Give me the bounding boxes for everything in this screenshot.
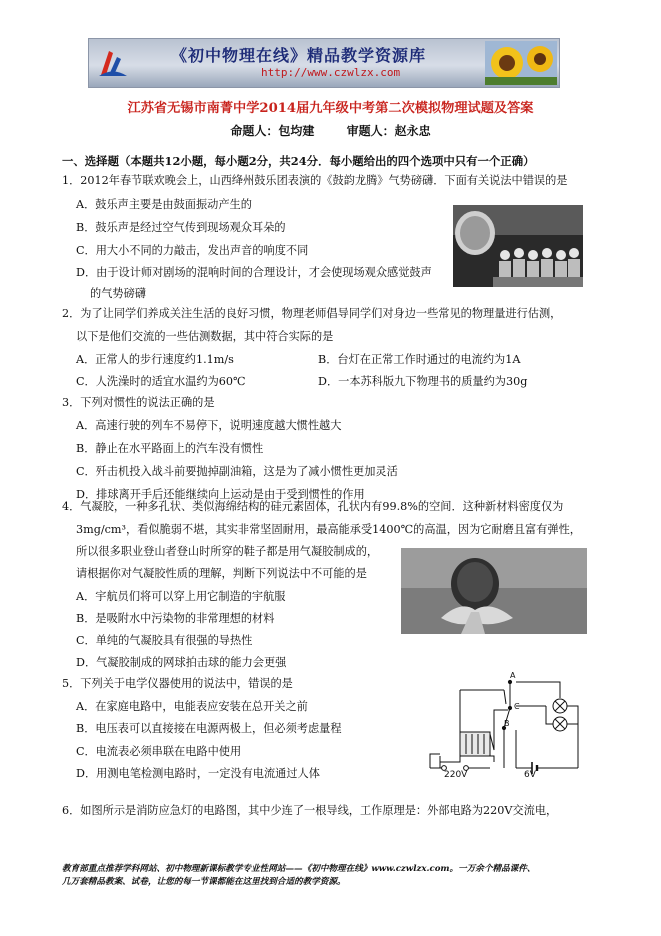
q5-option-c: C．电流表必须串联在电路中使用 [76, 745, 242, 758]
q4-option-d: D．气凝胶制成的网球拍击球的能力会更强 [76, 656, 287, 669]
page-footer [62, 863, 602, 889]
footer-line-2: 几万套精品教案、试卷，让您的每一节课都能在这里找到合适的教学资源。 [62, 877, 346, 887]
section-heading: 一、选择题（本题共12小题，每小题2分，共24分．每小题给出的四个选项中只有一个正确） [62, 154, 535, 168]
q3-stem: 3．下列对惯性的说法正确的是 [62, 396, 215, 409]
circuit-label-c: C [514, 702, 520, 711]
q5-option-d: D．用测电笔检测电路时，一定没有电流通过人体 [76, 767, 320, 780]
q1-option-c: C．用大小不同的力敲击，发出声音的响度不同 [76, 244, 309, 257]
reviewer-label: 审题人：赵永忠 [346, 124, 431, 138]
q1-option-b: B．鼓乐声是经过空气传到现场观众耳朵的 [76, 221, 286, 234]
q1-option-d: D．由于设计师对剧场的混响时间的合理设计，才会使现场观众感觉鼓声 [76, 266, 432, 279]
circuit-label-6v: 6V [524, 770, 536, 780]
q4-stem-line2: 3mg/cm³，看似脆弱不堪，其实非常坚固耐用，最高能承受1400℃的高温，因为它耐磨且富有弹性， [76, 523, 581, 536]
q4-option-a: A．宇航员们将可以穿上用它制造的宇航服 [76, 590, 286, 603]
q2-option-b: B．台灯在正常工作时通过的电流约为1A [318, 353, 521, 366]
drum-performance-photo [453, 205, 583, 287]
aerogel-flower-photo [401, 548, 587, 634]
q3-option-a: A．高速行驶的列车不易停下，说明速度越大惯性越大 [76, 419, 342, 432]
q5-option-b: B．电压表可以直接接在电源两极上，但必须考虑量程 [76, 722, 342, 735]
q6-stem: 6．如图所示是消防应急灯的电路图，其中少连了一根导线，工作原理是：外部电路为220V交流电， [62, 804, 558, 817]
footer-line-1: 教育部重点推荐学科网站、初中物理新课标教学专业性网站——《初中物理在线》www.czwlzx.com。一万余个精品课件、 [62, 864, 536, 874]
q4-stem-line3: 所以很多职业登山者登山时所穿的鞋子都是用气凝胶制成的， [76, 545, 379, 558]
sunflower-image [485, 41, 557, 85]
q4-stem-line1: 4．气凝胶，一种多孔状、类似海绵结构的硅元素固体，孔状内有99.8%的空间．这种新材料密度仅为 [62, 500, 564, 513]
q1-option-a: A．鼓乐声主要是由鼓面振动产生的 [76, 198, 252, 211]
circuit-label-b: B [504, 719, 510, 728]
q3-option-c: C．歼击机投入战斗前要抛掉副油箱，这是为了减小惯性更加灵活 [76, 465, 398, 478]
q2-stem-line2: 以下是他们交流的一些估测数据，其中符合实际的是 [76, 330, 334, 343]
authors-line [0, 122, 661, 139]
q4-stem-line4: 请根据你对气凝胶性质的理解，判断下列说法中不可能的是 [76, 567, 367, 580]
banner-slogan: 《初中物理在线》精品教学资源库 [171, 46, 427, 65]
header-banner [88, 38, 560, 88]
site-logo-icon [95, 45, 131, 81]
q4-option-b: B．是吸附水中污染物的非常理想的材料 [76, 612, 275, 625]
q5-stem: 5．下列关于电学仪器使用的说法中，错误的是 [62, 677, 293, 690]
circuit-label-a: A [510, 671, 516, 680]
setter-label: 命题人：包均建 [230, 124, 315, 138]
q2-option-d: D．一本苏科版九下物理书的质量约为30g [318, 375, 528, 388]
q1-option-d-cont: 的气势磅礴 [90, 287, 146, 300]
q1-stem: 1．2012年春节联欢晚会上，山西绛州鼓乐团表演的《鼓韵龙腾》气势磅礴．下面有关说法中错误的是 [62, 174, 568, 187]
q2-stem-line1: 2．为了让同学们养成关注生活的良好习惯，物理老师倡导同学们对身边一些常见的物理量进行估测， [62, 307, 562, 320]
circuit-label-220v: 220V [444, 770, 468, 780]
emergency-light-circuit-diagram [420, 670, 586, 780]
document-title: 江苏省无锡市南菁中学2014届九年级中考第二次模拟物理试题及答案 [127, 101, 534, 116]
q2-option-a: A．正常人的步行速度约1.1m/s [76, 353, 234, 366]
banner-url[interactable]: http://www.czwlzx.com [261, 66, 401, 79]
q5-option-a: A．在家庭电路中，电能表应安装在总开关之前 [76, 700, 308, 713]
q3-option-b: B．静止在水平路面上的汽车没有惯性 [76, 442, 264, 455]
q4-option-c: C．单纯的气凝胶具有很强的导热性 [76, 634, 253, 647]
q2-option-c: C．人洗澡时的适宜水温约为60℃ [76, 375, 246, 388]
q3-option-d: D．排球离开手后还能继续向上运动是由于受到惯性的作用 [76, 488, 365, 501]
